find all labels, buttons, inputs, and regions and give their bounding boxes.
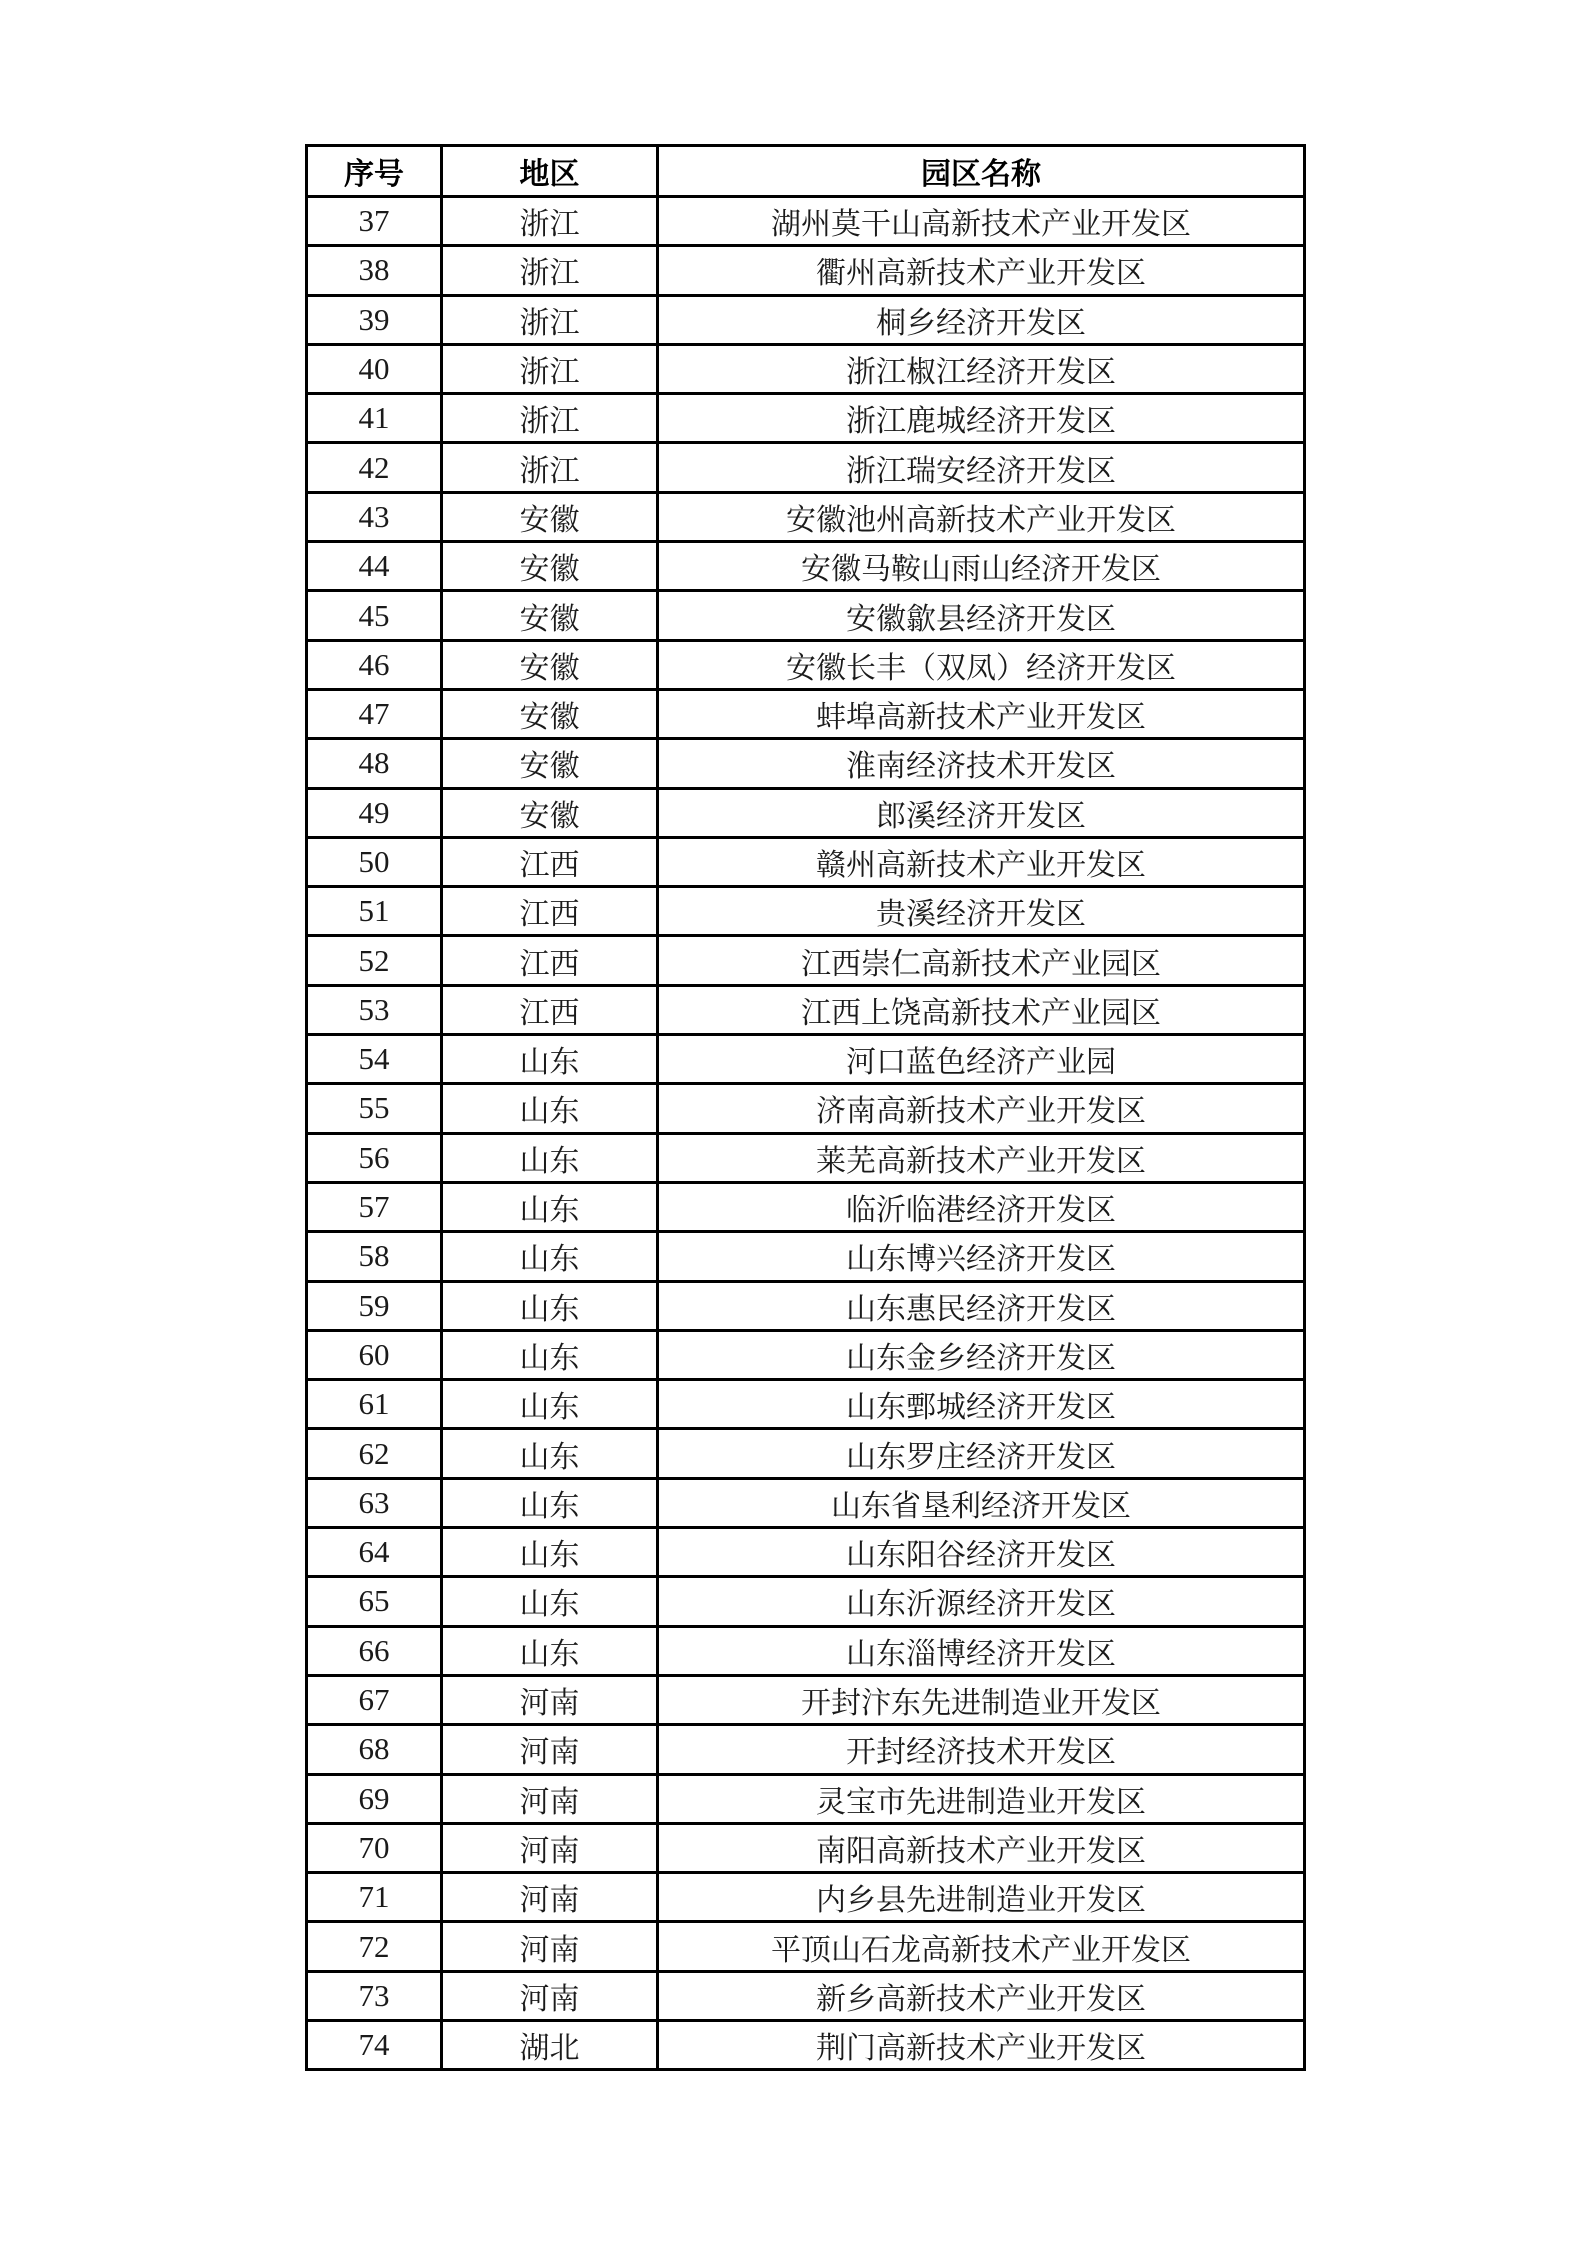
region-cell: 江西 (442, 985, 658, 1034)
row-number-cell: 71 (307, 1873, 442, 1922)
table-row (307, 1675, 1305, 1724)
park-name-cell: 蚌埠高新技术产业开发区 (658, 689, 1305, 738)
table-row (307, 1182, 1305, 1231)
park-name-cell: 开封汴东先进制造业开发区 (658, 1675, 1305, 1724)
region-cell: 河南 (442, 1873, 658, 1922)
table-row (307, 887, 1305, 936)
table-row (307, 1971, 1305, 2020)
park-name-cell: 山东省垦利经济开发区 (658, 1478, 1305, 1527)
region-cell: 山东 (442, 1182, 658, 1231)
row-number-cell: 67 (307, 1675, 442, 1724)
region-cell: 浙江 (442, 295, 658, 344)
table-body (307, 197, 1305, 2070)
row-number-cell: 72 (307, 1922, 442, 1971)
table-row (307, 246, 1305, 295)
park-name-cell: 湖州莫干山高新技术产业开发区 (658, 197, 1305, 246)
park-name-cell: 山东罗庄经济开发区 (658, 1429, 1305, 1478)
table-row (307, 1330, 1305, 1379)
row-number-cell: 63 (307, 1478, 442, 1527)
table-row (307, 1725, 1305, 1774)
region-cell: 河南 (442, 1725, 658, 1774)
row-number-cell: 43 (307, 492, 442, 541)
park-name-cell: 南阳高新技术产业开发区 (658, 1823, 1305, 1872)
park-name-cell: 安徽长丰（双凤）经济开发区 (658, 640, 1305, 689)
region-cell: 河南 (442, 1971, 658, 2020)
table-row (307, 492, 1305, 541)
table-row (307, 344, 1305, 393)
header-cell-region: 地区 (442, 146, 658, 197)
table-row (307, 640, 1305, 689)
park-name-cell: 山东阳谷经济开发区 (658, 1528, 1305, 1577)
table-row (307, 2020, 1305, 2069)
row-number-cell: 69 (307, 1774, 442, 1823)
region-cell: 山东 (442, 1478, 658, 1527)
table-row (307, 394, 1305, 443)
table-row (307, 1577, 1305, 1626)
region-cell: 安徽 (442, 492, 658, 541)
region-cell: 浙江 (442, 394, 658, 443)
park-name-cell: 安徽马鞍山雨山经济开发区 (658, 542, 1305, 591)
row-number-cell: 42 (307, 443, 442, 492)
row-number-cell: 54 (307, 1035, 442, 1084)
region-cell: 山东 (442, 1380, 658, 1429)
park-name-cell: 浙江椒江经济开发区 (658, 344, 1305, 393)
region-cell: 山东 (442, 1577, 658, 1626)
row-number-cell: 38 (307, 246, 442, 295)
park-name-cell: 山东沂源经济开发区 (658, 1577, 1305, 1626)
row-number-cell: 45 (307, 591, 442, 640)
row-number-cell: 46 (307, 640, 442, 689)
table-row (307, 1232, 1305, 1281)
row-number-cell: 41 (307, 394, 442, 443)
table-row (307, 985, 1305, 1034)
row-number-cell: 60 (307, 1330, 442, 1379)
park-name-cell: 郎溪经济开发区 (658, 788, 1305, 837)
row-number-cell: 56 (307, 1133, 442, 1182)
region-cell: 山东 (442, 1232, 658, 1281)
table-header (307, 146, 1305, 197)
row-number-cell: 37 (307, 197, 442, 246)
region-cell: 安徽 (442, 739, 658, 788)
region-cell: 山东 (442, 1528, 658, 1577)
table-row (307, 936, 1305, 985)
region-cell: 江西 (442, 936, 658, 985)
header-cell-park: 园区名称 (658, 146, 1305, 197)
row-number-cell: 73 (307, 1971, 442, 2020)
header-row (307, 146, 1305, 197)
table-row (307, 788, 1305, 837)
row-number-cell: 68 (307, 1725, 442, 1774)
row-number-cell: 52 (307, 936, 442, 985)
park-name-cell: 安徽歙县经济开发区 (658, 591, 1305, 640)
park-name-cell: 淮南经济技术开发区 (658, 739, 1305, 788)
region-cell: 山东 (442, 1035, 658, 1084)
table-row (307, 1922, 1305, 1971)
row-number-cell: 59 (307, 1281, 442, 1330)
region-cell: 山东 (442, 1084, 658, 1133)
park-name-cell: 浙江鹿城经济开发区 (658, 394, 1305, 443)
table-row (307, 1478, 1305, 1527)
table-row (307, 1823, 1305, 1872)
region-cell: 江西 (442, 887, 658, 936)
table-row (307, 739, 1305, 788)
table-row (307, 1774, 1305, 1823)
table-row (307, 542, 1305, 591)
park-name-cell: 桐乡经济开发区 (658, 295, 1305, 344)
park-name-cell: 江西崇仁高新技术产业园区 (658, 936, 1305, 985)
region-cell: 河南 (442, 1922, 658, 1971)
park-name-cell: 平顶山石龙高新技术产业开发区 (658, 1922, 1305, 1971)
table-row (307, 1626, 1305, 1675)
region-cell: 安徽 (442, 542, 658, 591)
table-row (307, 1133, 1305, 1182)
park-name-cell: 莱芜高新技术产业开发区 (658, 1133, 1305, 1182)
table-row (307, 1084, 1305, 1133)
park-name-cell: 衢州高新技术产业开发区 (658, 246, 1305, 295)
region-cell: 安徽 (442, 591, 658, 640)
row-number-cell: 57 (307, 1182, 442, 1231)
region-cell: 山东 (442, 1281, 658, 1330)
row-number-cell: 62 (307, 1429, 442, 1478)
table-row (307, 1380, 1305, 1429)
region-cell: 浙江 (442, 197, 658, 246)
region-cell: 安徽 (442, 689, 658, 738)
table-row (307, 1035, 1305, 1084)
row-number-cell: 66 (307, 1626, 442, 1675)
row-number-cell: 55 (307, 1084, 442, 1133)
row-number-cell: 44 (307, 542, 442, 591)
park-name-cell: 临沂临港经济开发区 (658, 1182, 1305, 1231)
park-name-cell: 赣州高新技术产业开发区 (658, 837, 1305, 886)
region-cell: 浙江 (442, 246, 658, 295)
park-name-cell: 新乡高新技术产业开发区 (658, 1971, 1305, 2020)
region-cell: 河南 (442, 1675, 658, 1724)
table-row (307, 1528, 1305, 1577)
park-name-cell: 山东鄄城经济开发区 (658, 1380, 1305, 1429)
table-row (307, 295, 1305, 344)
table-row (307, 837, 1305, 886)
park-name-cell: 山东博兴经济开发区 (658, 1232, 1305, 1281)
table-row (307, 443, 1305, 492)
row-number-cell: 65 (307, 1577, 442, 1626)
row-number-cell: 64 (307, 1528, 442, 1577)
park-name-cell: 灵宝市先进制造业开发区 (658, 1774, 1305, 1823)
row-number-cell: 53 (307, 985, 442, 1034)
region-cell: 山东 (442, 1330, 658, 1379)
region-cell: 山东 (442, 1429, 658, 1478)
region-cell: 江西 (442, 837, 658, 886)
row-number-cell: 47 (307, 689, 442, 738)
row-number-cell: 49 (307, 788, 442, 837)
park-name-cell: 荆门高新技术产业开发区 (658, 2020, 1305, 2069)
region-cell: 河南 (442, 1774, 658, 1823)
table-row (307, 197, 1305, 246)
region-cell: 河南 (442, 1823, 658, 1872)
row-number-cell: 48 (307, 739, 442, 788)
row-number-cell: 51 (307, 887, 442, 936)
table-row (307, 1429, 1305, 1478)
region-cell: 安徽 (442, 788, 658, 837)
region-cell: 山东 (442, 1626, 658, 1675)
row-number-cell: 39 (307, 295, 442, 344)
park-name-cell: 内乡县先进制造业开发区 (658, 1873, 1305, 1922)
row-number-cell: 70 (307, 1823, 442, 1872)
park-name-cell: 江西上饶高新技术产业园区 (658, 985, 1305, 1034)
parks-table (305, 144, 1306, 2071)
park-name-cell: 贵溪经济开发区 (658, 887, 1305, 936)
park-name-cell: 河口蓝色经济产业园 (658, 1035, 1305, 1084)
park-name-cell: 山东淄博经济开发区 (658, 1626, 1305, 1675)
park-name-cell: 浙江瑞安经济开发区 (658, 443, 1305, 492)
table-row (307, 689, 1305, 738)
park-name-cell: 济南高新技术产业开发区 (658, 1084, 1305, 1133)
header-cell-no: 序号 (307, 146, 442, 197)
region-cell: 安徽 (442, 640, 658, 689)
row-number-cell: 61 (307, 1380, 442, 1429)
park-name-cell: 安徽池州高新技术产业开发区 (658, 492, 1305, 541)
region-cell: 浙江 (442, 344, 658, 393)
row-number-cell: 58 (307, 1232, 442, 1281)
region-cell: 浙江 (442, 443, 658, 492)
row-number-cell: 40 (307, 344, 442, 393)
row-number-cell: 74 (307, 2020, 442, 2069)
park-name-cell: 山东惠民经济开发区 (658, 1281, 1305, 1330)
table-row (307, 1281, 1305, 1330)
region-cell: 湖北 (442, 2020, 658, 2069)
park-name-cell: 开封经济技术开发区 (658, 1725, 1305, 1774)
row-number-cell: 50 (307, 837, 442, 886)
region-cell: 山东 (442, 1133, 658, 1182)
table-row (307, 1873, 1305, 1922)
park-name-cell: 山东金乡经济开发区 (658, 1330, 1305, 1379)
table-row (307, 591, 1305, 640)
